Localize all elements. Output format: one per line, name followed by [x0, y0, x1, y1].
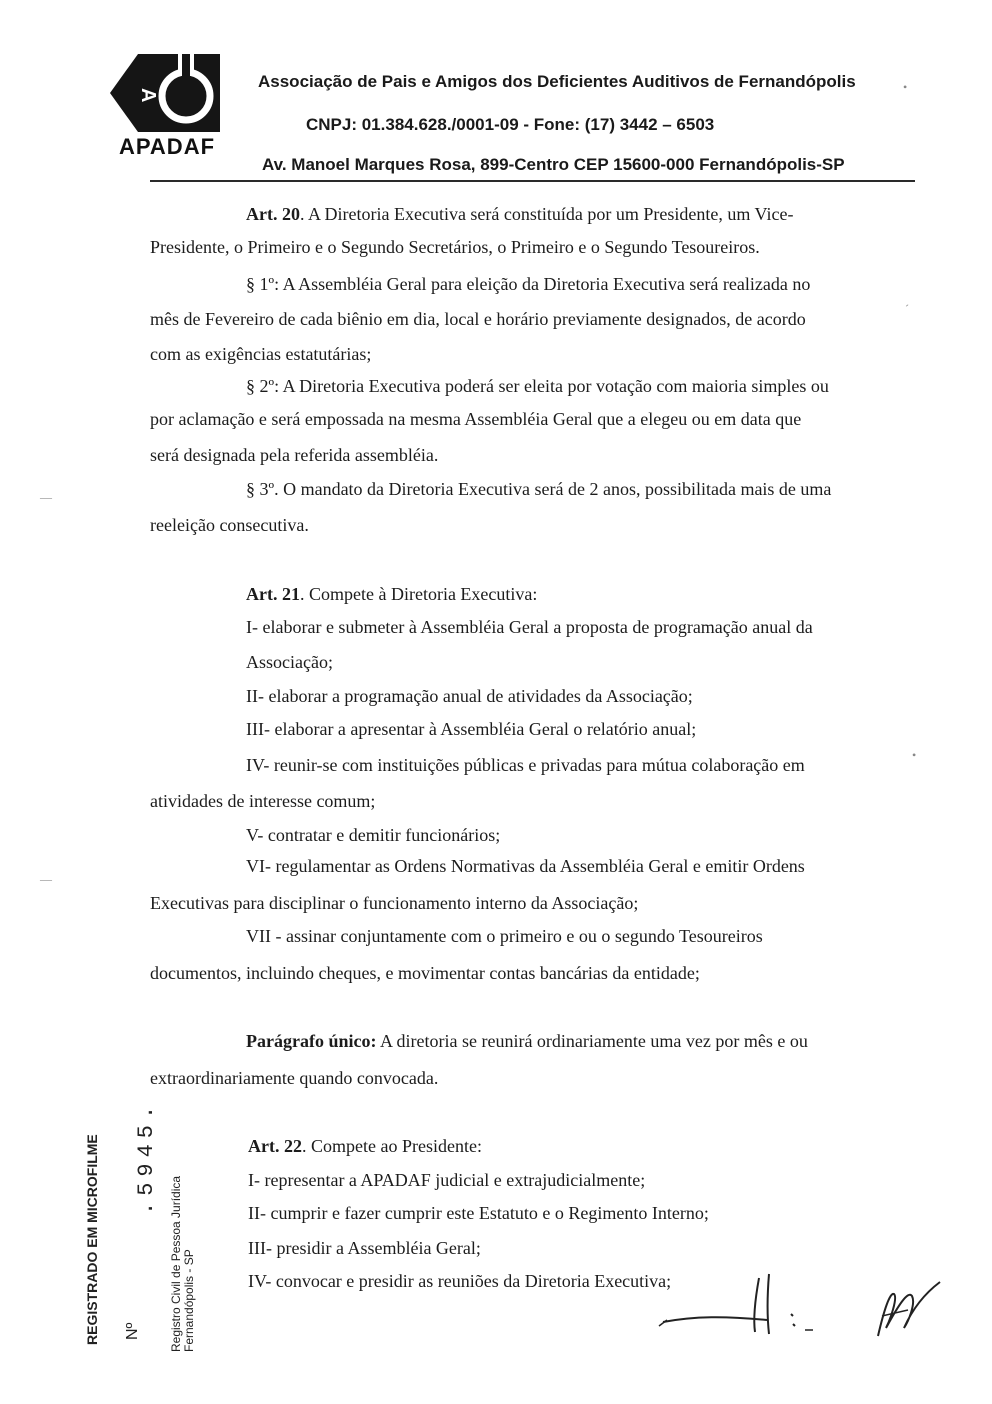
margin-mark: • — [912, 748, 917, 762]
art20-p1-line-1: § 1º: A Assembléia Geral para eleição da Diretoria Executiva será realizada no — [246, 274, 811, 294]
art21-item-4-line-2: atividades de interesse comum; — [150, 791, 376, 811]
paragraph-label: Parágrafo único: — [246, 1031, 377, 1051]
punch-mark: — — [40, 490, 52, 504]
art21-item-4-line-1: IV- reunir-se com instituições públicas e privadas para mútua colaboração em — [246, 755, 805, 775]
art20-label: Art. 20 — [246, 204, 300, 224]
cnpj-phone: CNPJ: 01.384.628./0001-09 - Fone: (17) 3442 – 6503 — [306, 115, 715, 134]
art22-item-4: IV- convocar e presidir as reuniões da Diretoria Executiva; — [248, 1271, 672, 1291]
art22-item-3: III- presidir a Assembléia Geral; — [248, 1238, 481, 1258]
art20-p3-line-2: reeleição consecutiva. — [150, 515, 309, 535]
art21-paragraph-line-1 — [246, 1030, 808, 1052]
art20-p1-line-2: mês de Fevereiro de cada biênio em dia, local e horário previamente designados, de acordo — [150, 309, 806, 329]
address: Av. Manoel Marques Rosa, 899-Centro CEP 15600-000 Fernandópolis-SP — [262, 155, 845, 174]
art21-item-1-line-2: Associação; — [246, 652, 333, 672]
art20-p3-line-1: § 3º. O mandato da Diretoria Executiva será de 2 anos, possibilitada mais de uma — [246, 479, 832, 499]
margin-mark: ´ — [905, 302, 909, 316]
header-divider — [150, 180, 915, 182]
art22-item-1: I- representar a APADAF judicial e extrajudicialmente; — [248, 1170, 646, 1190]
art20-p2-line-2: por aclamação e será empossada na mesma Assembléia Geral que a elegeu ou em data que — [150, 409, 802, 429]
art21-item-6-line-2: Executivas para disciplinar o funcionamento interno da Associação; — [150, 893, 639, 913]
art20-p1-line-3: com as exigências estatutárias; — [150, 344, 372, 364]
art21-item-3: III- elaborar a apresentar à Assembléia Geral o relatório anual; — [246, 719, 697, 739]
art21-item-5: V- contratar e demitir funcionários; — [246, 825, 501, 845]
art22-heading-text: . Compete ao Presidente: — [301, 1136, 482, 1156]
logo-text: APADAF — [118, 134, 216, 159]
punch-mark: — — [40, 872, 52, 886]
art21-label: Art. 21 — [246, 584, 300, 604]
art22-label: Art. 22 — [248, 1136, 302, 1156]
art20-p2-line-1: § 2º: A Diretoria Executiva poderá ser eleita por votação com maioria simples ou — [246, 376, 829, 396]
art21-item-7-line-2: documentos, incluindo cheques, e movimentar contas bancárias da entidade; — [150, 963, 700, 983]
registry-line-1: Registro Civil de Pessoa Jurídica — [169, 1175, 183, 1352]
registry-line-2: Fernandópolis - SP — [182, 1249, 196, 1352]
apadaf-logo — [108, 52, 226, 162]
registry-stamp — [170, 1176, 196, 1352]
art20-line-2: Presidente, o Primeiro e o Segundo Secretários, o Primeiro e o Segundo Tesoureiros. — [150, 237, 760, 257]
art21-heading — [246, 583, 537, 605]
svg-text:A: A — [137, 88, 159, 103]
art21-paragraph-line-2: extraordinariamente quando convocada. — [150, 1068, 439, 1088]
art22-heading — [248, 1135, 482, 1157]
dot-mark: • — [903, 80, 908, 94]
art20-p2-line-3: será designada pela referida assembléia. — [150, 445, 439, 465]
paragraph-text-1: A diretoria se reunirá ordinariamente uma vez por mês e ou — [376, 1031, 808, 1051]
art21-item-1-line-1: I- elaborar e submeter à Assembléia Geral a proposta de programação anual da — [246, 617, 813, 637]
stamp-number: .5945. — [134, 1099, 159, 1215]
signature-left — [655, 1270, 825, 1340]
art21-item-6-line-1: VI- regulamentar as Ordens Normativas da Assembléia Geral e emitir Ordens — [246, 856, 805, 876]
art20-line-1 — [246, 203, 793, 225]
logo-emblem-icon — [108, 52, 226, 134]
art21-item-2: II- elaborar a programação anual de atividades da Associação; — [246, 686, 693, 706]
org-name: Associação de Pais e Amigos dos Deficientes Auditivos de Fernandópolis — [258, 72, 856, 91]
microfilm-stamp: REGISTRADO EM MICROFILME — [84, 1134, 100, 1345]
art20-text-1: . A Diretoria Executiva será constituída por um Presidente, um Vice- — [299, 204, 794, 224]
art21-item-7-line-1: VII - assinar conjuntamente com o primeiro e ou o segundo Tesoureiros — [246, 926, 763, 946]
art21-heading-text: . Compete à Diretoria Executiva: — [299, 584, 538, 604]
stamp-number-prefix: Nº — [124, 1322, 141, 1340]
art22-item-2: II- cumprir e fazer cumprir este Estatuto e o Regimento Interno; — [248, 1203, 709, 1223]
initials-signature — [868, 1270, 948, 1342]
